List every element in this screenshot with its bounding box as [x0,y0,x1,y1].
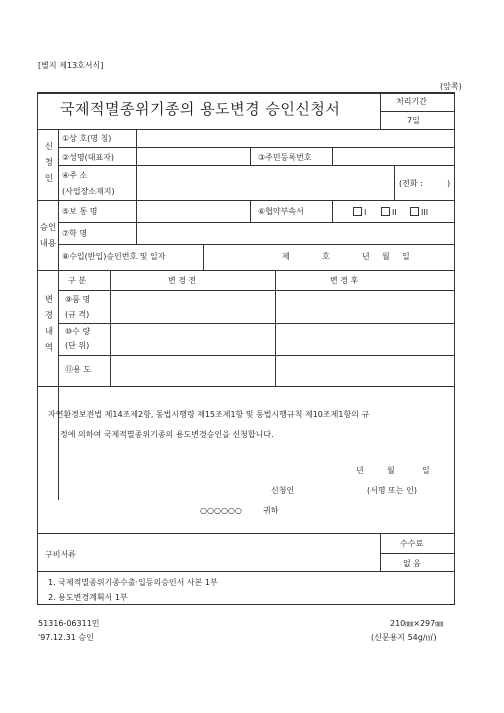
col-division: 구 분 [68,276,86,285]
changes-row2-bottom [58,355,454,356]
qty-label: ⑩수 량 [65,327,91,336]
import-number-mark: 제 [282,252,290,261]
reg-divider-left [250,147,251,165]
reg-label: ③주민등록번호 [258,153,312,162]
fee-label: 수수료 [400,539,424,548]
item-sub-label: (규 격) [65,310,90,319]
applicant-section-bottom [37,200,455,201]
footer-paper-weight: (신문용지 54g/㎡) [371,633,437,642]
processing-value: 7일 [407,116,420,125]
addressee: ○○○○○○ [200,506,242,515]
frame-right [454,92,455,604]
processing-label: 처리기간 [396,97,427,106]
use-label: ⑪용 도 [65,365,91,374]
import-month: 월 [382,252,390,261]
changes-label-divider [110,270,111,386]
scientific-label: ⑦학 명 [62,229,88,238]
frame-top [37,92,455,94]
statement-month: 월 [387,466,395,475]
approval-row2-bottom [58,244,454,245]
page-side: (앞쪽) [440,82,462,91]
frame-left [37,92,38,604]
phone-close: ) [447,179,451,188]
qty-sub-label: (단 위) [65,341,90,350]
approval-row1-bottom [58,222,454,223]
approval-section-label: 승인 내용 [39,223,57,249]
footer-code: 51316-06311민 [38,619,100,628]
checkbox-icon [353,207,362,216]
fee-split [380,553,454,554]
changes-before-after-divider [275,270,276,386]
processing-split [380,111,454,112]
col-before: 변 경 전 [168,276,197,285]
addressee-suffix: 귀하 [263,506,279,515]
title-bottom [37,129,455,130]
fee-value: 없 음 [403,559,421,568]
import-day: 일 [402,252,410,261]
changes-row1-bottom [58,323,454,324]
import-label: ⑧수입(반입)승인번호 및 일자 [62,252,166,261]
convention-divider-right [332,200,333,222]
documents-label: 구비서류 [45,550,76,559]
applicant-signature-label: 신청인 [271,486,295,495]
document-item-2: 2. 용도변경계획서 1부 [48,593,128,602]
changes-header-bottom [58,290,454,291]
protection-label: ⑤보 통 명 [62,207,98,216]
statement-year: 년 [356,466,364,475]
footer-approval-date: '97.12.31 승인 [38,633,94,642]
address-sub-label: (사업장소재지) [62,187,115,196]
convention-option-1[interactable]: I [353,207,366,217]
address-label: ④주 소 [62,171,88,180]
statement-line-1: 자연환경보전법 제14조제2항, 동법시행령 제15조제1항 및 동법시행규칙 제10조제1항의 규 [48,410,370,419]
fee-divider [380,533,381,571]
name-label: ①상 호(명 칭) [62,134,112,143]
changes-section-bottom [37,386,455,387]
statement-line-2: 정에 의하여 국제적멸종위기종의 용도변경승인을 신청합니다. [60,430,274,439]
rep-label: ②성명(대표자) [62,153,115,162]
applicant-section-label: 신 청 인 [44,142,54,184]
import-divider [203,244,204,270]
import-year: 년 [362,252,370,261]
phone-divider [394,165,395,200]
signature-note: (서명 또는 인) [367,486,417,495]
reg-divider-right [332,147,333,165]
phone-label: (전화 : [399,179,423,188]
applicant-row1-bottom [58,147,454,148]
form-number: [별지 제13호서식] [38,61,104,70]
import-number-suffix: 호 [322,252,330,261]
convention-option-3[interactable]: III [410,207,428,217]
convention-option-2[interactable]: II [381,207,397,217]
convention-label: ⑥협약부속서 [258,207,304,216]
checkbox-icon [410,207,419,216]
form-title: 국제적멸종위기종의 용도변경 승인신청서 [60,100,341,118]
col-after: 변 경 후 [330,276,359,285]
documents-header-bottom [37,571,455,572]
approval-section-bottom [37,270,455,271]
statement-day: 일 [422,466,430,475]
document-item-1: 1. 국제적멸종위기종수출·입등의승인서 사본 1부 [48,578,218,587]
checkbox-icon [381,207,390,216]
statement-bottom [37,533,455,534]
changes-section-label: 변 경 내 역 [44,295,54,353]
item-label: ⑨품 명 [65,295,91,304]
section-label-divider [58,129,59,500]
convention-divider-left [250,200,251,222]
frame-bottom [37,604,455,605]
footer-paper-size: 210㎜×297㎜ [390,619,444,628]
